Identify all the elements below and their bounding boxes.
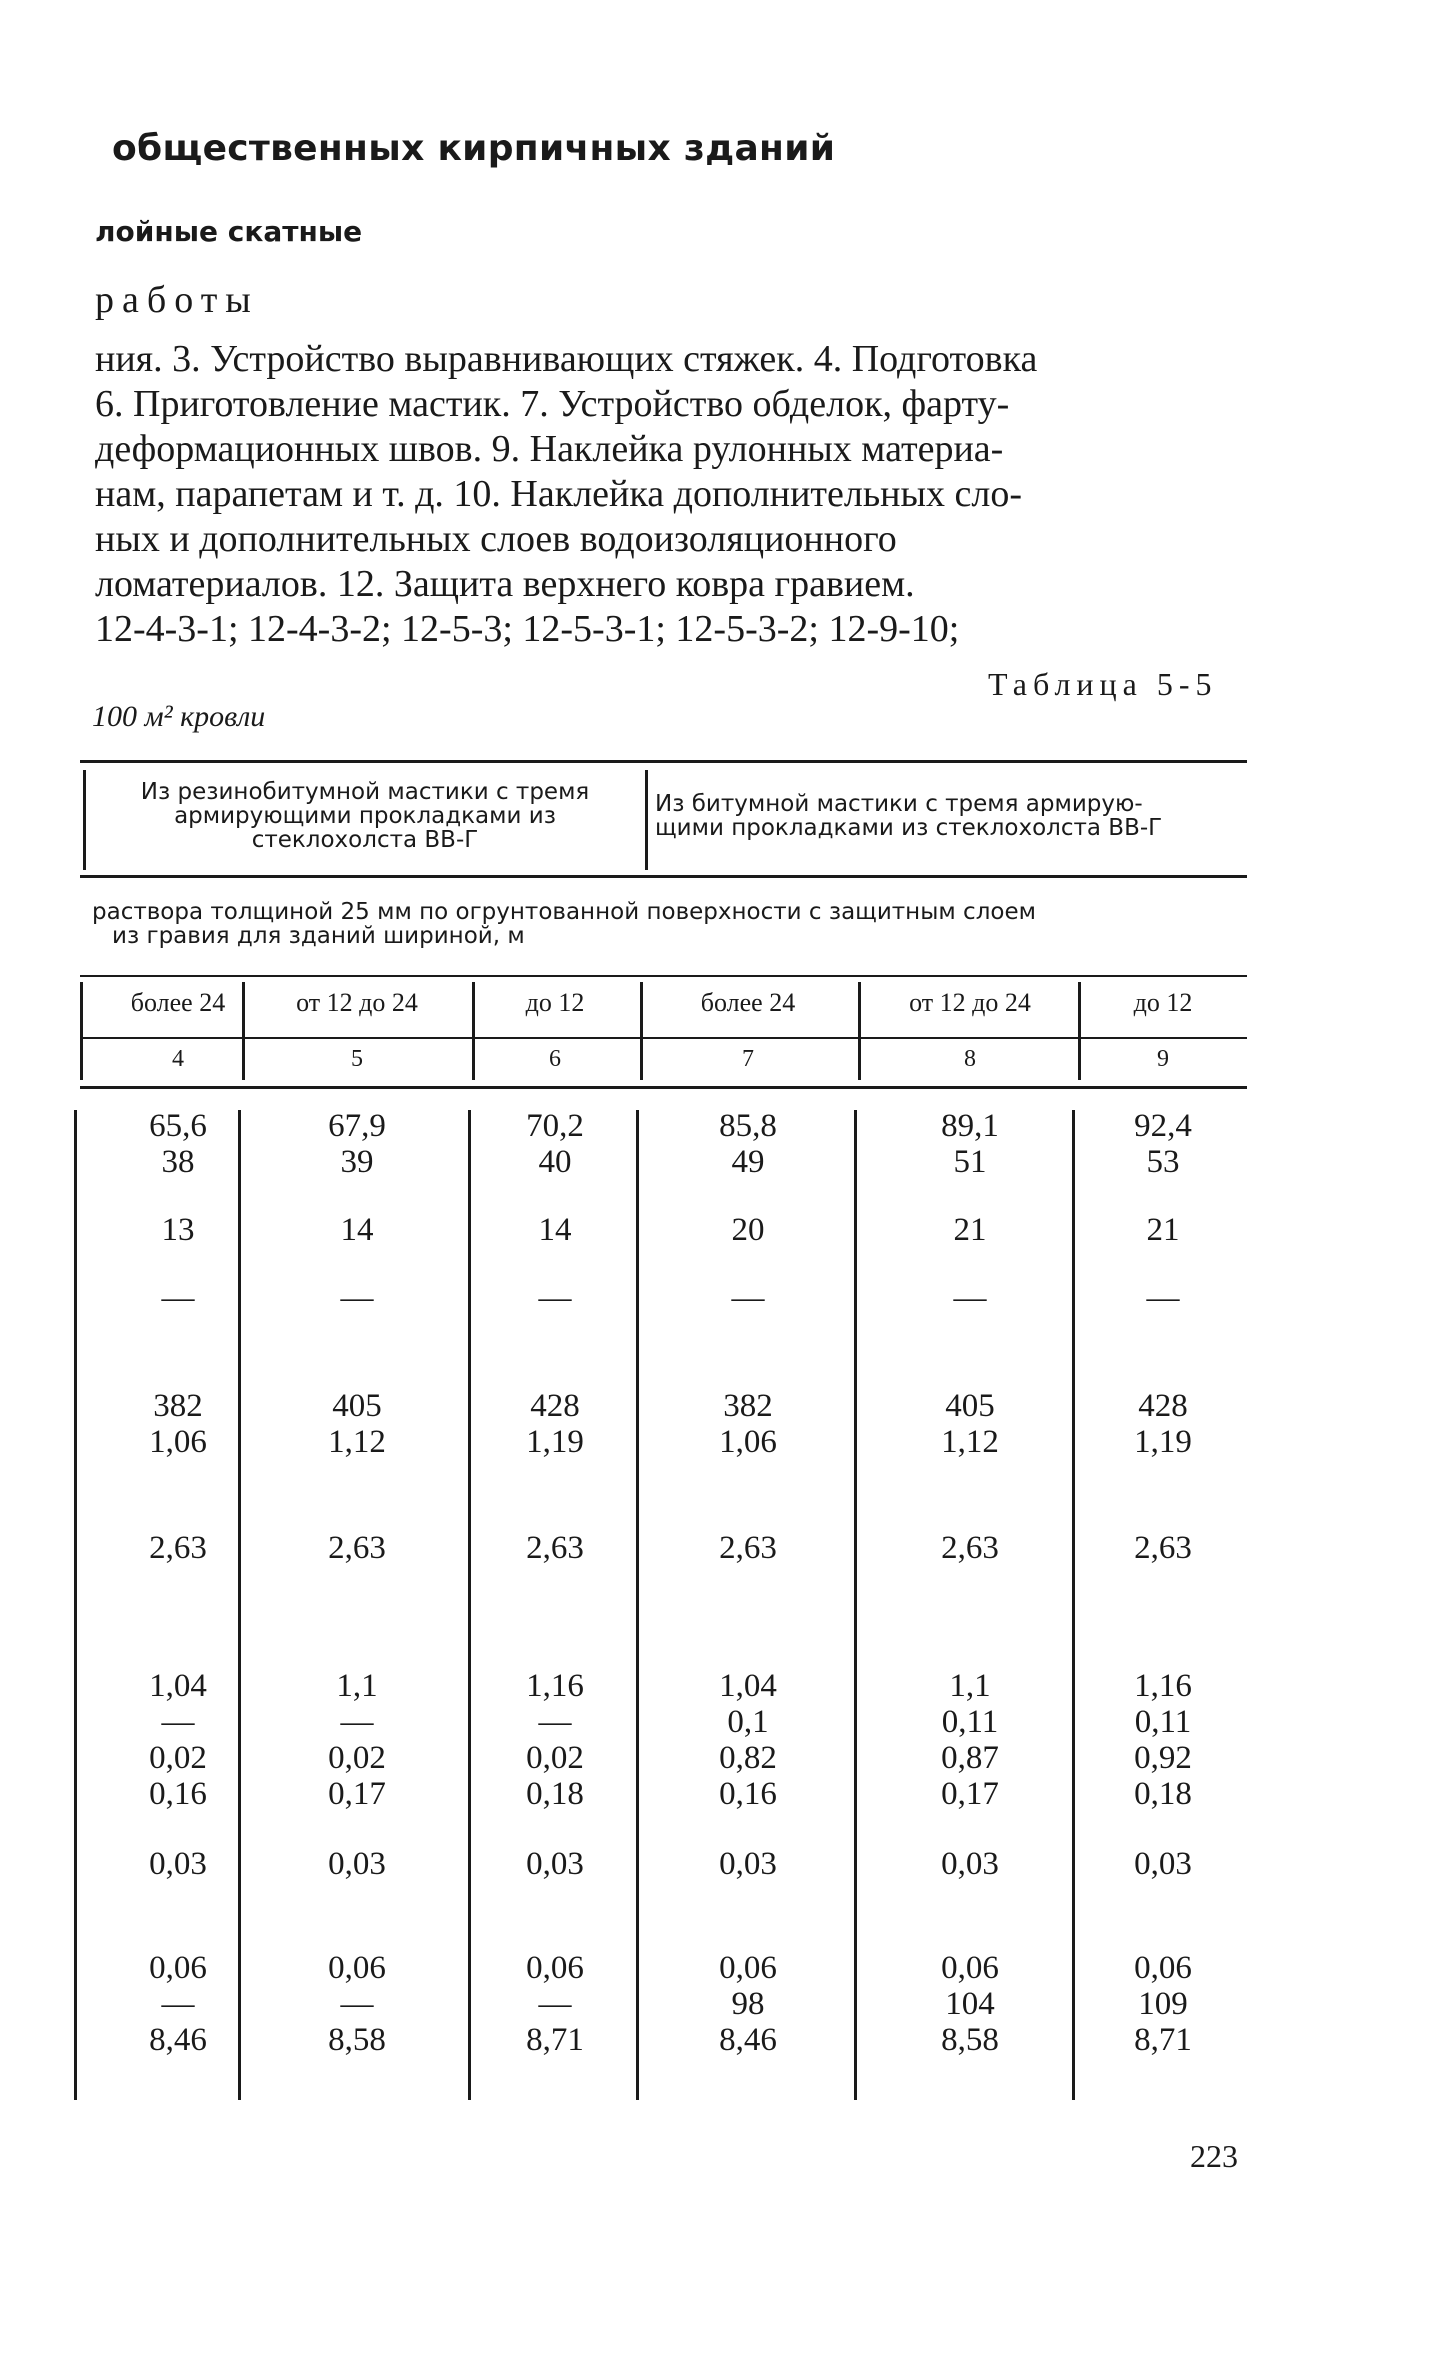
table-cell: 0,03 [328, 1846, 386, 1882]
group-header-line: щими прокладками из стеклохолста ВВ-Г [655, 815, 1163, 841]
column-header-rule [80, 1037, 1247, 1039]
column-number: 9 [1157, 1046, 1169, 1072]
table-cell: 2,63 [1134, 1530, 1192, 1566]
paragraph-line: ния. 3. Устройство выравнивающих стяжек. 4. Подготовка [95, 338, 1038, 380]
table-cell: 49 [731, 1144, 765, 1180]
table-cell: 0,16 [719, 1776, 777, 1812]
group-header-line: стеклохолста ВВ-Г [251, 827, 479, 853]
table-cell: 1,16 [1134, 1668, 1192, 1704]
column-header: от 12 до 24 [296, 988, 418, 1017]
paragraph-line: 6. Приготовление мастик. 7. Устройство обделок, фарту- [95, 383, 1010, 425]
table-top-rule [80, 760, 1247, 763]
table-cell: — [731, 1280, 765, 1316]
subheader-line: из гравия для зданий шириной, м [112, 923, 525, 949]
table-cell: 1,1 [949, 1668, 991, 1704]
table-border-left [74, 1110, 77, 2100]
table-cell: 85,8 [719, 1108, 777, 1144]
column-header: более 24 [700, 988, 796, 1017]
table-cell: 0,11 [1134, 1704, 1192, 1740]
table-cell: — [340, 1986, 374, 2022]
table-cell: 70,2 [526, 1108, 584, 1144]
table-cell: 2,63 [719, 1530, 777, 1566]
column-number-rule [80, 1086, 1247, 1089]
table-cell: 0,06 [149, 1950, 207, 1986]
table-cell: 1,16 [526, 1668, 584, 1704]
table-cell: 1,19 [526, 1424, 584, 1460]
table-cell: 0,82 [719, 1740, 777, 1776]
table-cell: 0,02 [149, 1740, 207, 1776]
column-number: 4 [172, 1046, 184, 1072]
table-cell: — [953, 1280, 987, 1316]
table-cell: 0,03 [719, 1846, 777, 1882]
paragraph-line: деформационных швов. 9. Наклейка рулонных материа- [95, 428, 1004, 470]
paragraph-line: нам, парапетам и т. д. 10. Наклейка дополнительных сло- [95, 473, 1023, 515]
group-header-line: Из битумной мастики с тремя армирую- [655, 791, 1143, 817]
table-cell: 2,63 [149, 1530, 207, 1566]
table-cell: 14 [538, 1212, 572, 1248]
table-cell: 0,06 [719, 1950, 777, 1986]
group-header-line: Из резинобитумной мастики с тремя [140, 779, 590, 805]
table-cell: 38 [161, 1144, 195, 1180]
table-cell: 2,63 [941, 1530, 999, 1566]
table-cell: — [161, 1986, 195, 2022]
table-cell: 98 [731, 1986, 765, 2022]
table-cell: 0,18 [1134, 1776, 1192, 1812]
table-cell: 382 [153, 1388, 203, 1424]
table-cell: 67,9 [328, 1108, 386, 1144]
table-cell: 109 [1138, 1986, 1188, 2022]
table-cell: 92,4 [1134, 1108, 1192, 1144]
table-cell: 405 [945, 1388, 995, 1424]
table-cell: 21 [953, 1212, 987, 1248]
table-cell: 0,11 [941, 1704, 999, 1740]
table-cell: 20 [731, 1212, 765, 1248]
paragraph-line: ломатериалов. 12. Защита верхнего ковра гравием. [95, 563, 915, 605]
table-cell: 89,1 [941, 1108, 999, 1144]
table-cell: — [538, 1280, 572, 1316]
table-cell: 8,71 [1134, 2022, 1192, 2058]
table-cell: 8,46 [149, 2022, 207, 2058]
table-cell: 1,04 [149, 1668, 207, 1704]
table-cell: 0,03 [526, 1846, 584, 1882]
column-number: 7 [742, 1046, 754, 1072]
table-cell: 1,19 [1134, 1424, 1192, 1460]
table-cell: 1,06 [149, 1424, 207, 1460]
column-header: до 12 [525, 988, 585, 1017]
table-cell: 14 [340, 1212, 374, 1248]
table-cell: 0,06 [526, 1950, 584, 1986]
table-cell: 0,06 [941, 1950, 999, 1986]
table-cell: — [340, 1704, 374, 1740]
table-cell: — [538, 1986, 572, 2022]
table-cell: 0,87 [941, 1740, 999, 1776]
column-number: 8 [964, 1046, 976, 1072]
table-cell: 0,03 [941, 1846, 999, 1882]
group-header-2 [655, 792, 1250, 840]
page-number: 223 [1190, 2138, 1238, 2174]
table-cell: 0,1 [727, 1704, 769, 1740]
table-cell: 8,58 [328, 2022, 386, 2058]
group-header-rule [80, 875, 1247, 878]
paragraph-line: 12-4-3-1; 12-4-3-2; 12-5-3; 12-5-3-1; 12-5-3-2; 12-9-10; [95, 608, 960, 650]
column-divider [468, 1110, 471, 2100]
table-cell: 0,06 [328, 1950, 386, 1986]
table-subheader [92, 900, 1036, 948]
table-cell: 65,6 [149, 1108, 207, 1144]
table-cell: 51 [953, 1144, 987, 1180]
column-header: от 12 до 24 [909, 988, 1031, 1017]
table-cell: — [340, 1280, 374, 1316]
paragraph-line: ных и дополнительных слоев водоизоляционного [95, 518, 897, 560]
column-header: до 12 [1133, 988, 1193, 1017]
table-cell: 104 [945, 1986, 995, 2022]
section-subtitle: лойные скатные [95, 215, 363, 248]
table-cell: 1,12 [941, 1424, 999, 1460]
column-divider [858, 982, 861, 1080]
column-divider [1072, 1110, 1075, 2100]
table-cell: 13 [161, 1212, 195, 1248]
table-cell: 0,17 [328, 1776, 386, 1812]
table-cell: 8,71 [526, 2022, 584, 2058]
table-cell: 2,63 [526, 1530, 584, 1566]
table-cell: 2,63 [328, 1530, 386, 1566]
page-title: общественных кирпичных зданий [112, 128, 836, 169]
table-cell: 0,02 [328, 1740, 386, 1776]
table-cell: 428 [1138, 1388, 1188, 1424]
subheader-rule [80, 975, 1247, 977]
table-cell: 1,12 [328, 1424, 386, 1460]
table-cell: 0,17 [941, 1776, 999, 1812]
table-cell: 53 [1146, 1144, 1180, 1180]
table-cell: 40 [538, 1144, 572, 1180]
section-heading: работы [95, 279, 259, 321]
table-cell: 0,03 [1134, 1846, 1192, 1882]
subheader-line: раствора толщиной 25 мм по огрунтованной поверхности с защитным слоем [92, 899, 1036, 925]
column-divider [636, 1110, 639, 2100]
table-cell: 8,58 [941, 2022, 999, 2058]
table-cell: 1,1 [336, 1668, 378, 1704]
group-header-1 [90, 780, 640, 852]
table-cell: 0,06 [1134, 1950, 1192, 1986]
group-header-line: армирующими прокладками из [174, 803, 556, 829]
table-cell: 0,92 [1134, 1740, 1192, 1776]
table-cell: 0,03 [149, 1846, 207, 1882]
table-cell: 39 [340, 1144, 374, 1180]
group-divider [645, 770, 648, 870]
table-cell: — [538, 1704, 572, 1740]
table-cell: 382 [723, 1388, 773, 1424]
column-header: более 24 [130, 988, 226, 1017]
column-number: 5 [351, 1046, 363, 1072]
table-cell: 0,18 [526, 1776, 584, 1812]
table-number: Таблица 5-5 [988, 666, 1218, 702]
table-cell: 405 [332, 1388, 382, 1424]
column-divider [854, 1110, 857, 2100]
table-cell: 8,46 [719, 2022, 777, 2058]
table-cell: — [161, 1280, 195, 1316]
table-cell: 21 [1146, 1212, 1180, 1248]
unit-label: 100 м² кровли [92, 700, 266, 733]
table-border-left [83, 770, 86, 870]
table-cell: 0,16 [149, 1776, 207, 1812]
table-cell: — [161, 1704, 195, 1740]
table-cell: 1,04 [719, 1668, 777, 1704]
table-cell: 1,06 [719, 1424, 777, 1460]
column-number: 6 [549, 1046, 561, 1072]
table-cell: 428 [530, 1388, 580, 1424]
table-cell: 0,02 [526, 1740, 584, 1776]
table-cell: — [1146, 1280, 1180, 1316]
